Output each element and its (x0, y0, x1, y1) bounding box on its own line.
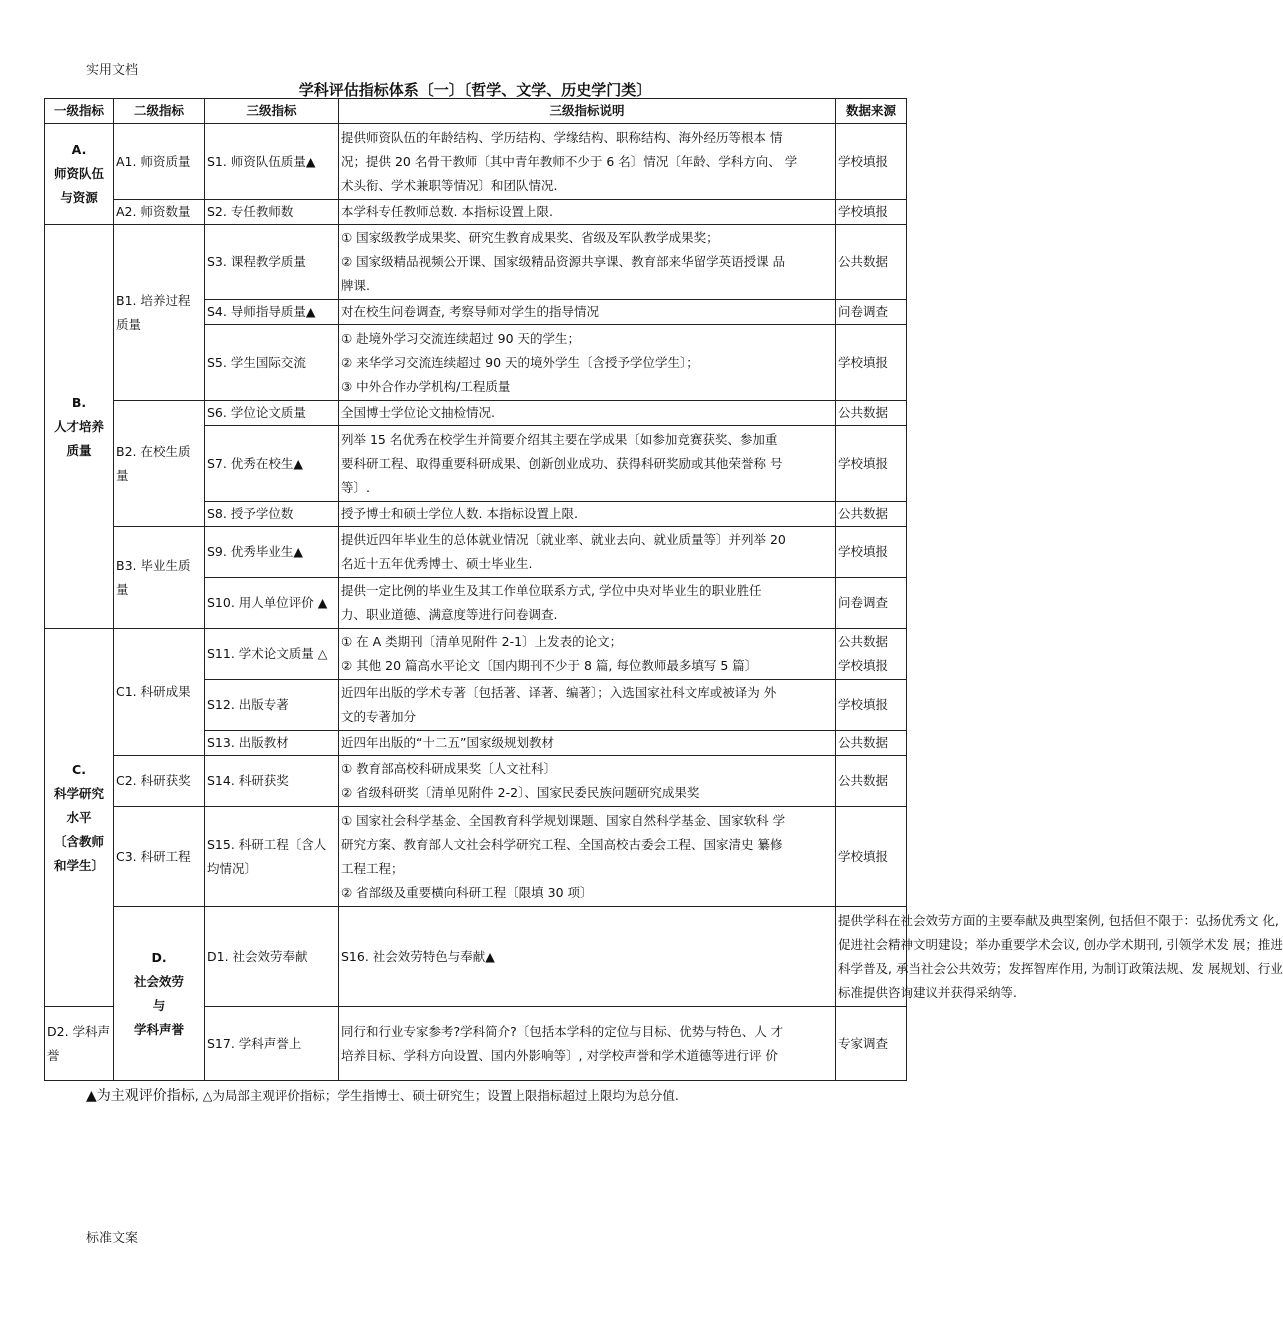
level2-a2: A2. 师资数量 (114, 200, 205, 225)
table-row (45, 629, 907, 680)
level2-d2: D2. 学科声誉 (45, 1007, 114, 1081)
level3-s1: S1. 师资队伍质量▲ (205, 124, 339, 200)
level3-s10: S10. 用人单位评价 ▲ (205, 578, 339, 629)
level3-s16: S16. 社会效劳特色与奉献▲ (339, 907, 836, 1007)
table-row (45, 225, 907, 300)
level3-s14: S14. 科研获奖 (205, 756, 339, 807)
description-s15: ① 国家社会科学基金、全国教育科学规划课题、国家自然科学基金、国家软科 学 研究方案、教育部人文社会科学研究工程、全国高校古委会工程、国家清史 纂修 工程工程； ② 省部级及重要横向科研工程〔限填 30 项〕 (339, 807, 836, 907)
page-footer: 标准文案 (86, 1231, 139, 1246)
description-s2: 本学科专任教师总数. 本指标设置上限. (339, 200, 836, 225)
source-s8: 公共数据 (836, 502, 907, 527)
description-s17: 同行和行业专家参考?学科简介?〔包括本学科的定位与目标、优势与特色、人 才 培养目标、学科方向设置、国内外影响等〕, 对学校声誉和学术道德等进行评 价 (339, 1007, 836, 1081)
level2-c2: C2. 科研获奖 (114, 756, 205, 807)
source-s13: 公共数据 (836, 731, 907, 756)
level3-s11: S11. 学术论文质量 △ (205, 629, 339, 680)
description-s8: 授予博士和硕士学位人数. 本指标设置上限. (339, 502, 836, 527)
source-s3: 公共数据 (836, 225, 907, 300)
source-s7: 学校填报 (836, 426, 907, 502)
level1-d: D. 社会效劳 与 学科声誉 (114, 907, 205, 1081)
source-s12: 学校填报 (836, 680, 907, 731)
description-s6: 全国博士学位论文抽检情况. (339, 401, 836, 426)
table-row (45, 527, 907, 578)
source-s15: 学校填报 (836, 807, 907, 907)
indicator-table (44, 98, 1283, 1081)
source-s1: 学校填报 (836, 124, 907, 200)
level3-s3: S3. 课程教学质量 (205, 225, 339, 300)
level3-s5: S5. 学生国际交流 (205, 325, 339, 401)
page-title: 学科评估指标体系〔一〕〔哲学、文学、历史学门类〕 (298, 81, 652, 99)
col-header-level3: 三级指标 (205, 99, 339, 124)
description-s13: 近四年出版的“十二五”国家级规划教材 (339, 731, 836, 756)
description-s10: 提供一定比例的毕业生及其工作单位联系方式, 学位中央对毕业生的职业胜任 力、职业道德、满意度等进行问卷调查. (339, 578, 836, 629)
level3-s6: S6. 学位论文质量 (205, 401, 339, 426)
description-s9: 提供近四年毕业生的总体就业情况〔就业率、就业去向、就业质量等〕并列举 20 名近十五年优秀博士、硕士毕业生. (339, 527, 836, 578)
source-s6: 公共数据 (836, 401, 907, 426)
level2-a1: A1. 师资质量 (114, 124, 205, 200)
description-s16: 提供学科在社会效劳方面的主要奉献及典型案例, 包括但不限于：弘扬优秀文 化, 促进社会精神文明建设；举办重要学术会议, 创办学术期刊, 引领学术发 展；推进 科学普及, 承当社会公共效劳；发挥智库作用, 为制订政策法规、发 展规划、行业 标准提供咨询建议并获得采纳等. (836, 907, 907, 1007)
level2-b2: B2. 在校生质量 (114, 401, 205, 527)
level3-s17: S17. 学科声誉上 (205, 1007, 339, 1081)
level1-a: A. 师资队伍 与资源 (45, 124, 114, 225)
source-s9: 学校填报 (836, 527, 907, 578)
col-header-level2: 二级指标 (114, 99, 205, 124)
description-s14: ① 教育部高校科研成果奖〔人文社科〕 ② 省级科研奖〔清单见附件 2-2〕、国家民委民族问题研究成果奖 (339, 756, 836, 807)
table-row (45, 907, 907, 1007)
description-s7: 列举 15 名优秀在校学生并简要介绍其主要在学成果〔如参加竞赛获奖、参加重 要科研工程、取得重要科研成果、创新创业成功、获得科研奖励或其他荣誉称 号 等〕. (339, 426, 836, 502)
level3-s9: S9. 优秀毕业生▲ (205, 527, 339, 578)
description-s5: ① 赴境外学习交流连续超过 90 天的学生； ② 来华学习交流连续超过 90 天的境外学生〔含授予学位学生〕； ③ 中外合作办学机构/工程质量 (339, 325, 836, 401)
footnote-rest: , △为局部主观评价指标；学生指博士、硕士研究生；设置上限指标超过上限均为总分值. (194, 1088, 679, 1103)
level2-b1: B1. 培养过程质量 (114, 225, 205, 401)
level2-b3: B3. 毕业生质量 (114, 527, 205, 629)
source-s4: 问卷调查 (836, 300, 907, 325)
table-row (45, 200, 907, 225)
footnote (86, 1085, 679, 1105)
level1-b: B. 人才培养 质量 (45, 225, 114, 629)
table-row (45, 401, 907, 426)
level3-s8: S8. 授予学位数 (205, 502, 339, 527)
table-row (45, 756, 907, 807)
level3-s15: S15. 科研工程〔含人均情况〕 (205, 807, 339, 907)
table-row (45, 807, 907, 907)
table-header-row (45, 99, 907, 124)
source-s5: 学校填报 (836, 325, 907, 401)
col-header-description: 三级指标说明 (339, 99, 836, 124)
source-s2: 学校填报 (836, 200, 907, 225)
level3-s2: S2. 专任教师数 (205, 200, 339, 225)
level3-s7: S7. 优秀在校生▲ (205, 426, 339, 502)
source-s14: 公共数据 (836, 756, 907, 807)
page-header: 实用文档 (86, 63, 139, 78)
level2-d1: D1. 社会效劳奉献 (205, 907, 339, 1007)
table-row (45, 124, 907, 200)
description-s1: 提供师资队伍的年龄结构、学历结构、学缘结构、职称结构、海外经历等根本 情 况；提供 20 名骨干教师〔其中青年教师不少于 6 名〕情况〔年龄、学科方向、 学 术头衔、学术兼职等情况〕和团队情况. (339, 124, 836, 200)
description-s11: ① 在 A 类期刊〔清单见附件 2-1〕上发表的论文； ② 其他 20 篇高水平论文〔国内期刊不少于 8 篇, 每位教师最多填写 5 篇〕 (339, 629, 836, 680)
description-s12: 近四年出版的学术专著〔包括著、译著、编著〕；入选国家社科文库或被译为 外 文的专著加分 (339, 680, 836, 731)
level2-c3: C3. 科研工程 (114, 807, 205, 907)
level1-c: C. 科学研究 水平 〔含教师 和学生〕 (45, 629, 114, 1007)
col-header-source: 数据来源 (836, 99, 907, 124)
level3-s13: S13. 出版教材 (205, 731, 339, 756)
description-s4: 对在校生问卷调查, 考察导师对学生的指导情况 (339, 300, 836, 325)
description-s3: ① 国家级教学成果奖、研究生教育成果奖、省级及军队教学成果奖； ② 国家级精品视频公开课、国家级精品资源共享课、教育部来华留学英语授课 品 牌课. (339, 225, 836, 300)
source-s11: 公共数据 学校填报 (836, 629, 907, 680)
source-s17: 专家调查 (836, 1007, 907, 1081)
col-header-level1: 一级指标 (45, 99, 114, 124)
level2-c1: C1. 科研成果 (114, 629, 205, 756)
level3-s4: S4. 导师指导质量▲ (205, 300, 339, 325)
level3-s12: S12. 出版专著 (205, 680, 339, 731)
source-s10: 问卷调查 (836, 578, 907, 629)
footnote-lead: ▲为主观评价指标 (86, 1088, 195, 1104)
